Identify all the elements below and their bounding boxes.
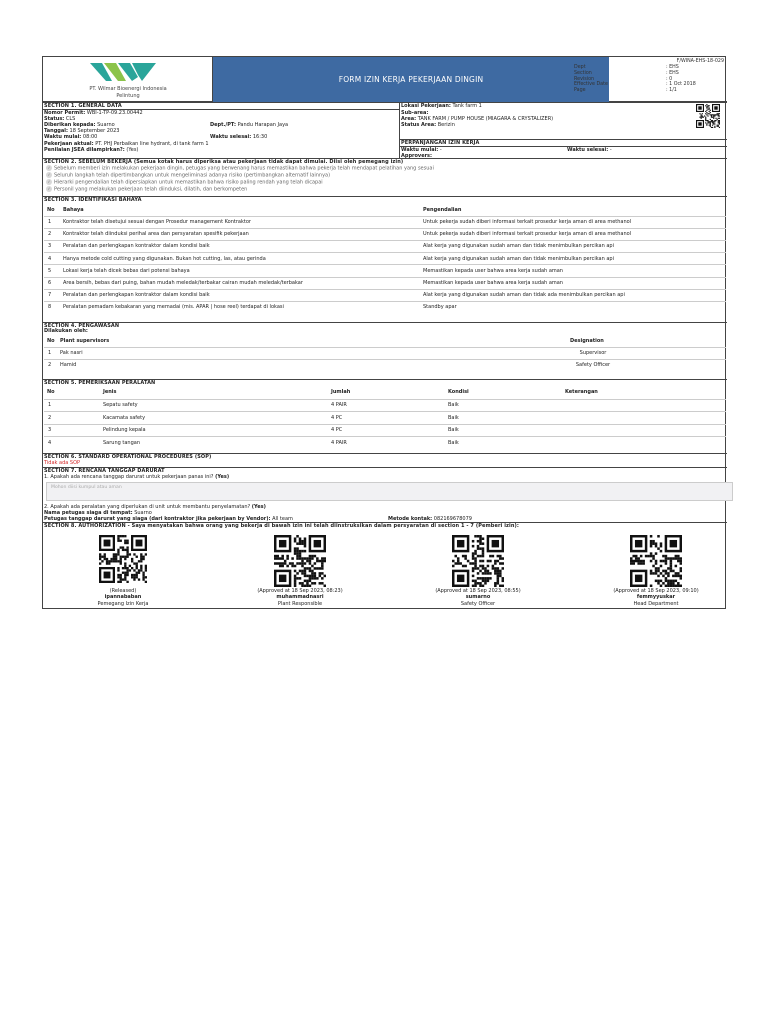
signer-block: [78, 535, 168, 607]
equipment-condition: Baik: [448, 427, 459, 433]
supervisor-no: 1: [48, 350, 52, 356]
row-divider: [44, 359, 726, 360]
row-divider: [44, 252, 726, 253]
sub-area: Sub-area:: [401, 109, 429, 116]
row-divider: [44, 424, 726, 425]
row-divider: [44, 277, 726, 278]
hazard-description: Area bersih, bebas dari puing, bahan mudah meledak/terbakar cairan mudah meledak/terbakar: [63, 280, 303, 286]
hazard-col-bahaya: Bahaya: [63, 207, 84, 213]
hazard-description: Lokasi kerja telah dicek bebas dari potensi bahaya: [63, 267, 190, 274]
doc-info-value: : EHS: [666, 65, 679, 71]
hazard-no: 7: [48, 292, 52, 299]
signature-qr-code: [452, 535, 504, 587]
equipment-condition: Baik: [448, 439, 459, 446]
signer-block: [433, 535, 523, 607]
doc-info-key: Section: [574, 71, 592, 77]
equipment-type: Sarung tangan: [103, 439, 140, 446]
signature-qr-code: [274, 535, 326, 587]
doc-info-value: : 0: [666, 76, 673, 82]
row-divider: [44, 411, 726, 412]
hazard-control: Alat kerja yang digunakan sudah aman dan tidak ada menimbulkan percikan api: [423, 292, 625, 299]
extension-end: Waktu selesai: -: [567, 146, 612, 153]
signature-qr-code: [630, 535, 682, 587]
standby-officer: Nama petugas siaga di tempat: Suarno: [44, 509, 152, 516]
form-title: FORM IZIN KERJA PEKERJAAN DINGIN: [213, 57, 609, 102]
hazard-control: Alat kerja yang digunakan sudah aman dan tidak menimbulkan percikan api: [423, 243, 614, 250]
row-divider: [44, 301, 726, 302]
doc-info-value: : 1/1: [666, 87, 677, 93]
equipment-col-no: No: [47, 389, 55, 395]
signer-name: ipannababan: [104, 594, 142, 601]
approvers: Approvers:: [401, 152, 433, 159]
row-divider: [44, 289, 726, 290]
supervisor-col-designation: Designation: [570, 338, 604, 344]
company-name: PT. Wilmar Bioenergi Indonesia: [89, 86, 167, 92]
permit-number: Nomor Permit: WBI-1-TP-09.23.00442: [44, 109, 143, 116]
hazard-col-pengendalian: Pengendalian: [423, 207, 462, 213]
hazard-col-no: No: [47, 207, 55, 213]
supervisor-name: Hamid: [60, 362, 77, 368]
document-code: F/WINA-EHS-18-029: [676, 59, 724, 64]
signer-block: [611, 535, 701, 607]
hazard-control: Memastikan kepada user bahwa area kerja sudah aman: [423, 280, 563, 286]
equipment-type: Sepatu safety: [103, 402, 138, 408]
doc-info-value: : 1 Oct 2018: [666, 82, 696, 88]
company-logo-icon: [88, 61, 158, 85]
equipment-quantity: 4 PAIR: [331, 402, 347, 408]
hazard-no: 6: [48, 280, 52, 286]
signer-role: Head Department: [633, 600, 679, 607]
hazard-control: Standby apar: [423, 304, 457, 311]
hazard-description: Kontraktor telah diinduksi perihal area dan persyaratan spesifik pekerjaan: [63, 231, 249, 238]
equipment-condition: Baik: [448, 414, 459, 421]
contact-method: Metode kontak: 082169678079: [388, 515, 472, 522]
equipment-condition: Baik: [448, 402, 459, 408]
checklist-item: [46, 186, 247, 193]
doc-info-key: Page: [574, 87, 586, 93]
permit-qr-code: [696, 104, 720, 128]
checklist-label: Hierarki pengendalian telah dipersiapkan untuk memastikan bahwa risiko paling rendah yang telah dicapai: [54, 179, 323, 186]
checkbox-icon[interactable]: ✓: [47, 179, 51, 185]
equipment-no: 1: [48, 402, 52, 408]
section-2-title: SECTION 2. SEBELUM BEKERJA (Semua kotak harus diperiksa atau pekerjaan tidak dapat dimulai. Diisi oleh pemegang izin): [44, 158, 404, 165]
section-7-title: SECTION 7. RENCANA TANGGAP DARURAT: [44, 467, 165, 474]
doc-info-key: Dept: [574, 65, 586, 71]
equipment-col-jumlah: Jumlah: [331, 389, 351, 395]
rescue-equipment-question: 2. Apakah ada peralatan yang diperlukan di unit untuk membantu penyelamatan? (Yes): [44, 503, 266, 510]
row-divider: [44, 399, 726, 400]
doc-info-row: [574, 88, 724, 94]
company-block: [43, 86, 213, 100]
supervisor-designation: Safety Officer: [575, 362, 611, 368]
hazard-no: 1: [48, 219, 52, 225]
equipment-quantity: 4 PAIR: [331, 439, 347, 446]
hazard-no: 3: [48, 243, 52, 250]
doc-info-key: Effective Date: [574, 82, 608, 88]
supervisor-col-name: Plant supervisors: [60, 338, 110, 344]
hazard-description: Hanya metode cold cutting yang digunakan. Bukan hot cutting, las, atau gerinda: [63, 255, 266, 262]
supervisor-name: Pak nasri: [60, 350, 83, 356]
hazard-control: Alat kerja yang digunakan sudah aman dan tidak menimbulkan percikan api: [423, 255, 614, 262]
permit-form: [42, 56, 726, 609]
signer-status: (Released): [109, 588, 137, 594]
permit-status: Status: CLS: [44, 116, 76, 122]
row-divider: [44, 216, 726, 217]
hazard-no: 4: [48, 255, 52, 262]
equipment-type: Kacamata safety: [103, 414, 146, 421]
hazard-description: Peralatan dan perlengkapan kontraktor dalam kondisi baik: [63, 292, 210, 299]
sop-value: Tidak ada SOP: [44, 460, 81, 466]
start-time: Waktu mulai: 08:00: [44, 134, 98, 140]
equipment-no: 3: [48, 427, 52, 433]
permit-date: Tanggal: 18 September 2023: [44, 128, 120, 134]
section-5-title: SECTION 5. PEMERIKSAAN PERALATAN: [44, 379, 156, 386]
extension-start: Waktu mulai: -: [401, 146, 442, 153]
hazard-description: Kontraktor telah disetujui sesuai dengan Prosedur management Kontraktor: [63, 219, 251, 225]
checklist-label: Sebelum memberi izin melakukan pekerjaan dingin, petugas yang berwenang harus memastikan bahwa pekerja telah mendapat pelatihan yang sesuai: [54, 165, 434, 171]
row-divider: [44, 240, 726, 241]
equipment-type: Pelindung kepala: [103, 427, 146, 433]
equipment-col-keterangan: Keterangan: [565, 389, 598, 395]
emergency-plan-textarea[interactable]: Mohon diisi kumpul atau aman: [46, 482, 733, 501]
logo-area: [43, 57, 213, 102]
signer-status: (Approved at 18 Sep 2023, 08:23): [257, 588, 343, 594]
form-header: [43, 57, 727, 102]
signer-name: sumarno: [465, 594, 491, 601]
checklist-label: Personil yang melakukan pekerjaan telah diinduksi, dilatih, dan berkompeten: [54, 186, 248, 193]
checklist-item: [46, 172, 330, 179]
signer-block: [255, 535, 345, 607]
extension-title: PERPANJANGAN IZIN KERJA: [401, 139, 480, 146]
end-time: Waktu selesai: 16:30: [210, 134, 268, 140]
checklist-item: [46, 179, 323, 186]
jsea-attached: Penilaian JSEA dilampirkan?: (Yes): [44, 147, 139, 153]
hazard-no: 5: [48, 267, 52, 274]
signature-qr-code: [99, 535, 147, 583]
equipment-col-kondisi: Kondisi: [448, 389, 469, 395]
doc-info-key: Revision: [574, 76, 595, 82]
checkbox-icon[interactable]: ✓: [47, 171, 51, 177]
section-8-title: SECTION 8. AUTHORIZATION - Saya menyatakan bahwa orang yang bekerja di bawah izin ini telah diinstruksikan dalam persyaratan di section 1 - 7 (Pemberi izin):: [44, 522, 519, 529]
equipment-col-jenis: Jenis: [103, 389, 117, 395]
row-divider: [44, 264, 726, 265]
checklist-label: Seluruh langkah telah dipertimbangkan untuk mengeliminasi adanya risiko (pertimbangkan alternatif lainnya): [54, 172, 331, 179]
row-divider: [44, 436, 726, 437]
supervisor-col-no: No: [47, 338, 55, 344]
given-to: Diberikan kepada: Suarno: [44, 122, 115, 128]
section-3-title: SECTION 3. IDENTIFIKASI BAHAYA: [44, 196, 142, 203]
dept-pt: Dept./PT: Pandu Harapan Jaya: [210, 122, 289, 128]
supervisor-no: 2: [48, 362, 52, 368]
equipment-quantity: 4 PC: [331, 427, 343, 433]
document-info: [574, 59, 724, 93]
signer-role: Pemegang Izin Kerja: [97, 600, 149, 607]
company-location: Pelintung: [116, 92, 140, 99]
hazard-control: Untuk pekerja sudah diberi informasi terkait prosedur kerja aman di area methanol: [423, 219, 632, 225]
area-status: Status Area: Berizin: [401, 122, 455, 128]
signer-role: Safety Officer: [460, 600, 496, 607]
signer-status: (Approved at 18 Sep 2023, 08:55): [435, 588, 521, 594]
signer-name: muhammadnasri: [276, 594, 324, 601]
signer-role: Plant Responsible: [277, 600, 323, 607]
supervision-done-by: Dilakukan oleh:: [44, 328, 88, 334]
hazard-description: Peralatan pemadam kebakaran yang memadai (mis. APAR | hose reel) terdapat di lokasi: [63, 304, 284, 311]
hazard-control: Memastikan kepada user bahwa area kerja sudah aman: [423, 267, 563, 274]
section-4-title: SECTION 4. PENGAWASAN: [44, 322, 120, 329]
vendor-emergency-officer: Petugas tanggap darurat yang siaga (dari kontraktor jika pekerjaan by Vendor): All team: [44, 515, 293, 522]
supervisor-designation: Supervisor: [579, 350, 607, 356]
row-divider: [44, 228, 726, 229]
emergency-plan-question: 1. Apakah ada rencana tanggap darurat untuk pekerjaan panas ini? (Yes): [44, 474, 230, 480]
hazard-no: 8: [48, 304, 52, 311]
checklist-item: [46, 165, 434, 172]
signer-name: femmyyuskar: [636, 594, 676, 601]
hazard-control: Untuk pekerja sudah diberi informasi terkait prosedur kerja aman di area methanol: [423, 231, 632, 238]
section-6-title: SECTION 6. STANDARD OPERATIONAL PROCEDURES (SOP): [44, 453, 212, 460]
work-location: Lokasi Pekerjaan: Tank farm 1: [401, 103, 482, 109]
checkbox-icon[interactable]: ✓: [47, 164, 51, 170]
equipment-no: 4: [48, 439, 52, 446]
equipment-no: 2: [48, 414, 52, 421]
section-1-title: SECTION 1. GENERAL DATA: [44, 102, 122, 109]
signer-status: (Approved at 18 Sep 2023, 09:10): [613, 588, 699, 594]
equipment-quantity: 4 PC: [331, 414, 343, 421]
hazard-no: 2: [48, 231, 52, 238]
doc-info-value: : EHS: [666, 71, 679, 77]
hazard-description: Peralatan dan perlengkapan kontraktor dalam kondisi baik: [63, 243, 210, 250]
actual-work: Pekerjaan aktual: PT. PHJ Perbaikan line hydrant, di tank farm 1: [44, 140, 209, 147]
area: Area: TANK FARM / PUMP HOUSE (MIAGARA & CRYSTALIZER): [401, 116, 554, 122]
row-divider: [44, 347, 726, 348]
checkbox-icon[interactable]: ✓: [47, 186, 51, 192]
